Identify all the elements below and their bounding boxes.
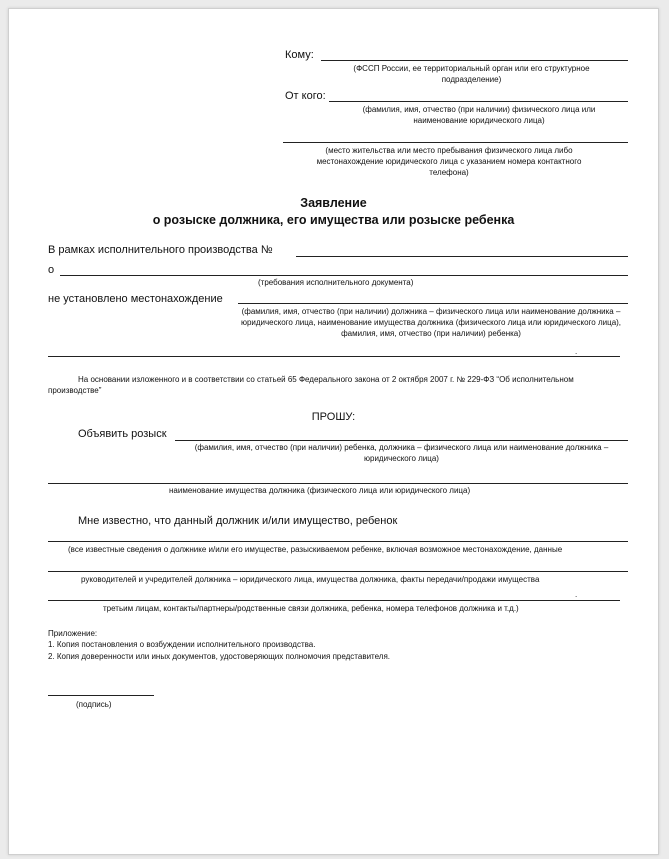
property-line xyxy=(48,483,628,484)
proceeding-label: В рамках исполнительного производства № xyxy=(48,244,273,256)
about-line xyxy=(60,275,628,276)
not-found-label: не установлено местонахождение xyxy=(48,293,223,305)
period-mark: . xyxy=(575,347,578,356)
info-line-3 xyxy=(48,600,620,601)
debtor-line-2 xyxy=(48,356,620,357)
info-hint-2: руководителей и учредителей должника – юридического лица, имущества должника, факты передачи/продажи имущества xyxy=(81,575,540,584)
info-line-2 xyxy=(48,571,628,572)
period-mark-2: . xyxy=(575,590,578,599)
from-line xyxy=(329,101,628,102)
to-hint: (ФССП России, ее территориальный орган или его структурное подразделение) xyxy=(353,64,590,84)
attachment-item-1: 1. Копия постановления о возбуждении исполнительного производства. xyxy=(48,640,316,649)
info-hint-1: (все известные сведения о должнике и/или его имуществе, разыскиваемом ребенке, включая возможное местонахождение, данные xyxy=(68,545,563,554)
wanted-hint: (фамилия, имя, отчество (при наличии) ребенка, должника – физического лица или наименование должника – юридического лица) xyxy=(194,443,609,463)
address-hint: (место жительства или место пребывания физического лица либо местонахождение юридического лица с указанием номера контактного телефона) xyxy=(316,146,582,177)
to-label: Кому: xyxy=(285,49,314,61)
announce-label: Объявить розыск xyxy=(78,428,167,440)
document-page xyxy=(8,8,659,855)
proceeding-number-line xyxy=(296,256,628,257)
requirements-hint: (требования исполнительного документа) xyxy=(258,278,414,287)
debtor-hint: (фамилия, имя, отчество (при наличии) должника – физического лица или наименование должника – юридического лица, наименование имущества должника (физического лица или юридического лица), фамилия, имя, отчество (при наличии) ребенка) xyxy=(240,307,622,338)
signature-line xyxy=(48,695,154,696)
property-hint: наименование имущества должника (физического лица или юридического лица) xyxy=(169,486,471,495)
to-line xyxy=(321,60,628,61)
basis-text: На основании изложенного и в соответствии со статьей 65 Федерального закона от 2 октября 2007 г. № 229-ФЗ “Об исполнительном производстве” xyxy=(48,375,574,395)
known-label: Мне известно, что данный должник и/или имущество, ребенок xyxy=(78,515,398,527)
from-label: От кого: xyxy=(285,90,326,102)
info-hint-3: третьим лицам, контакты/партнеры/родственные связи должника, ребенка, номера телефонов должника и т.д.) xyxy=(103,604,519,613)
document-title: Заявление xyxy=(300,196,367,210)
attachment-item-2: 2. Копия доверенности или иных документов, удостоверяющих полномочия представителя. xyxy=(48,652,391,661)
address-line xyxy=(283,142,628,143)
request-label: ПРОШУ: xyxy=(311,411,356,423)
about-label: о xyxy=(48,264,55,276)
attachments-label: Приложение: xyxy=(48,629,98,638)
info-line-1 xyxy=(48,541,628,542)
from-hint: (фамилия, имя, отчество (при наличии) физического лица или наименование юридического лица) xyxy=(362,105,596,125)
announce-line xyxy=(175,440,628,441)
signature-hint: (подпись) xyxy=(76,700,112,709)
document-subtitle: о розыске должника, его имущества или розыске ребенка xyxy=(152,213,515,227)
not-found-line xyxy=(238,303,628,304)
